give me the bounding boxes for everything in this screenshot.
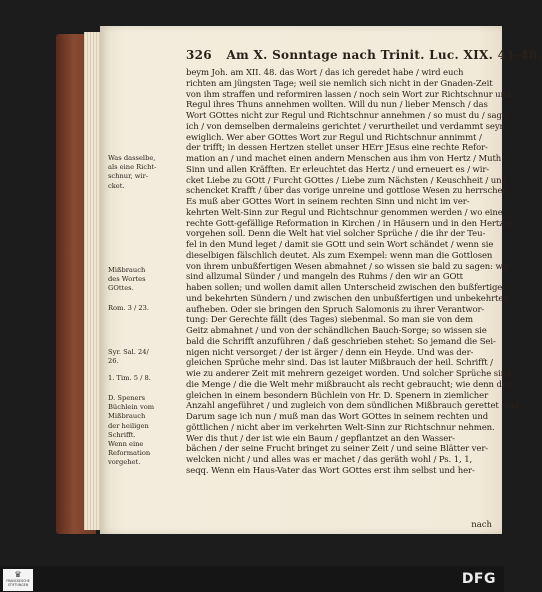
text-line: der trifft; in dessen Hertzen stellet unser HErr JEsus eine rechte Refor- xyxy=(186,143,488,154)
library-logo-text: FRANCKESCHE STIFTUNGEN xyxy=(6,579,30,587)
catchword: nach xyxy=(471,520,492,530)
page-number: 326 xyxy=(186,48,212,62)
text-line: cket Liebe zu GOtt / Furcht GOttes / Liebe zum Nächsten / Keuschheit / und xyxy=(186,175,507,186)
text-line: gleichen in einem besondern Büchlein von Hr. D. Spenern in ziemlicher xyxy=(186,390,489,401)
library-logo xyxy=(3,569,33,591)
text-line: tung: Der Gerechte fällt (des Tages) siebenmal. So man sie von dem xyxy=(186,315,473,326)
text-line: die Menge / die die Welt mehr mißbraucht als recht gebraucht; wie denn der- xyxy=(186,379,514,390)
text-line: Wer dis thut / der ist wie ein Baum / gepflantzet an den Wasser- xyxy=(186,433,455,444)
text-line: von ihm straffen und reformiren lassen / noch sein Wort zur Richtschnur und xyxy=(186,89,512,100)
margin-note: Rom. 3 / 23. xyxy=(108,304,150,312)
text-line: ewiglich. Wer aber GOttes Wort zur Regul und Richtschnur annimmt / xyxy=(186,132,482,143)
text-line: Es muß aber GOttes Wort in seinem rechten Sinn und nicht im ver- xyxy=(186,197,470,207)
text-line: Regul ihres Thuns annehmen wollten. Will du nun / lieber Mensch / das xyxy=(186,100,488,111)
book-page xyxy=(100,26,542,534)
margin-note: 1. Tim. 5 / 8. xyxy=(108,374,151,382)
text-line: Sinn und allen Kräfften. Er erleuchtet das Hertz / und erneuert es / wir- xyxy=(186,164,490,175)
body-text xyxy=(186,68,522,528)
crest-icon: ♛ xyxy=(14,570,22,579)
text-line: kehrten Welt-Sinn zur Regul und Richtschnur genommen werden / wo eine xyxy=(186,207,503,218)
text-line: nigen nicht versorget / der ist ärger / denn ein Heyde. Und was der- xyxy=(186,347,474,358)
text-line: mation an / und machet einen andern Menschen aus ihm von Hertz / Muth / xyxy=(186,154,507,164)
text-line: sind allzumal Sünder / und mangeln des Ruhms / den wir an GOtt xyxy=(186,272,463,283)
text-line: von ihrem unbußfertigen Wesen abmahnet / so wissen sie bald zu sagen: wir xyxy=(186,261,510,272)
text-line: Wort GOttes nicht zur Regul und Richtschnur annehmen / so must du / sage xyxy=(186,111,507,121)
text-line: bächen / der seine Frucht bringet zu seiner Zeit / und seine Blätter ver- xyxy=(186,444,489,455)
margin-note: D. Speners Büchlein vom Mißbrauch der heiligen Schrifft. Wenn eine Reformation vorgehet. xyxy=(108,394,155,467)
margin-notes xyxy=(108,68,184,528)
text-line: aufheben. Oder sie bringen den Spruch Salomonis zu ihrer Verantwor- xyxy=(186,304,485,315)
text-line: fel in den Mund leget / damit sie GOtt und sein Wort schändet / wenn sie xyxy=(186,240,494,250)
viewer-footer xyxy=(0,566,504,592)
text-line: haben sollen; und wollen damit allen Unterscheid zwischen den bußfertigen xyxy=(186,283,508,293)
text-line: beym Joh. am XII. 48. das Wort / das ich geredet habe / wird euch xyxy=(186,68,464,78)
text-line: rechte Gott-gefällige Reformation in Kirchen / in Häusern und in den Hertzen xyxy=(186,218,514,229)
margin-note: Was dasselbe, als eine Richt- schnur, wir- cket. xyxy=(108,154,157,190)
text-line: Geitz abmahnet / und von der schändlichen Bauch-Sorge; so wissen sie xyxy=(186,326,487,336)
running-header xyxy=(186,48,542,66)
text-line: gleichen Sprüche mehr sind. Das ist lauter Mißbrauch der heil. Schrifft / xyxy=(186,358,493,369)
dfg-logo: DFG xyxy=(461,571,496,587)
text-line: Darum sage ich nun / muß man das Wort GOttes in seinem rechten und xyxy=(186,412,489,422)
text-line: ich / von demselben dermaleins gerichtet / verurtheilet und verdammt seyn xyxy=(186,121,505,132)
text-line: vorgehen soll. Denn die Welt hat viel solcher Sprüche / die ihr der Teu- xyxy=(186,229,486,240)
text-line: seqq. Wenn ein Haus-Vater das Wort GOttes erst ihm selbst und her- xyxy=(186,465,475,476)
margin-note: Syr. Sal. 24/ 26. xyxy=(108,348,149,366)
text-line: welcken nicht / und alles was er machet / das geräth wohl / Ps. 1, 1, xyxy=(186,455,473,465)
text-line: göttlichen / nicht aber im verkehrten Welt-Sinn zur Richtschnur nehmen. xyxy=(186,422,495,433)
text-line: Anzahl angeführet / und zugleich von dem sündlichen Mißbrauch gerettet sind. xyxy=(186,401,522,412)
text-line: dieselbigen fälschlich deutet. Als zum Exempel: wenn man die Gottlosen xyxy=(186,250,493,261)
text-line: und bekehrten Sündern / und zwischen den unbußfertigen und unbekehrten xyxy=(186,293,509,304)
text-line: schencket Krafft / über das vorige unreine und gottlose Wesen zu herrschen. xyxy=(186,186,511,197)
header-title: Am X. Sonntage nach Trinit. Luc. XIX. 41-48. xyxy=(226,48,542,62)
text-line: bald die Schrifft anzuführen / daß geschrieben stehet: So jemand die Sei- xyxy=(186,336,496,347)
margin-note: Mißbrauch des Wortes GOttes. xyxy=(108,266,146,293)
text-line: richten am jüngsten Tage; weil sie nemlich sich nicht in der Gnaden-Zeit xyxy=(186,78,493,89)
text-line: wie zu anderer Zeit mit mehrern gezeiget worden. Und solcher Sprüche sind xyxy=(186,369,512,379)
